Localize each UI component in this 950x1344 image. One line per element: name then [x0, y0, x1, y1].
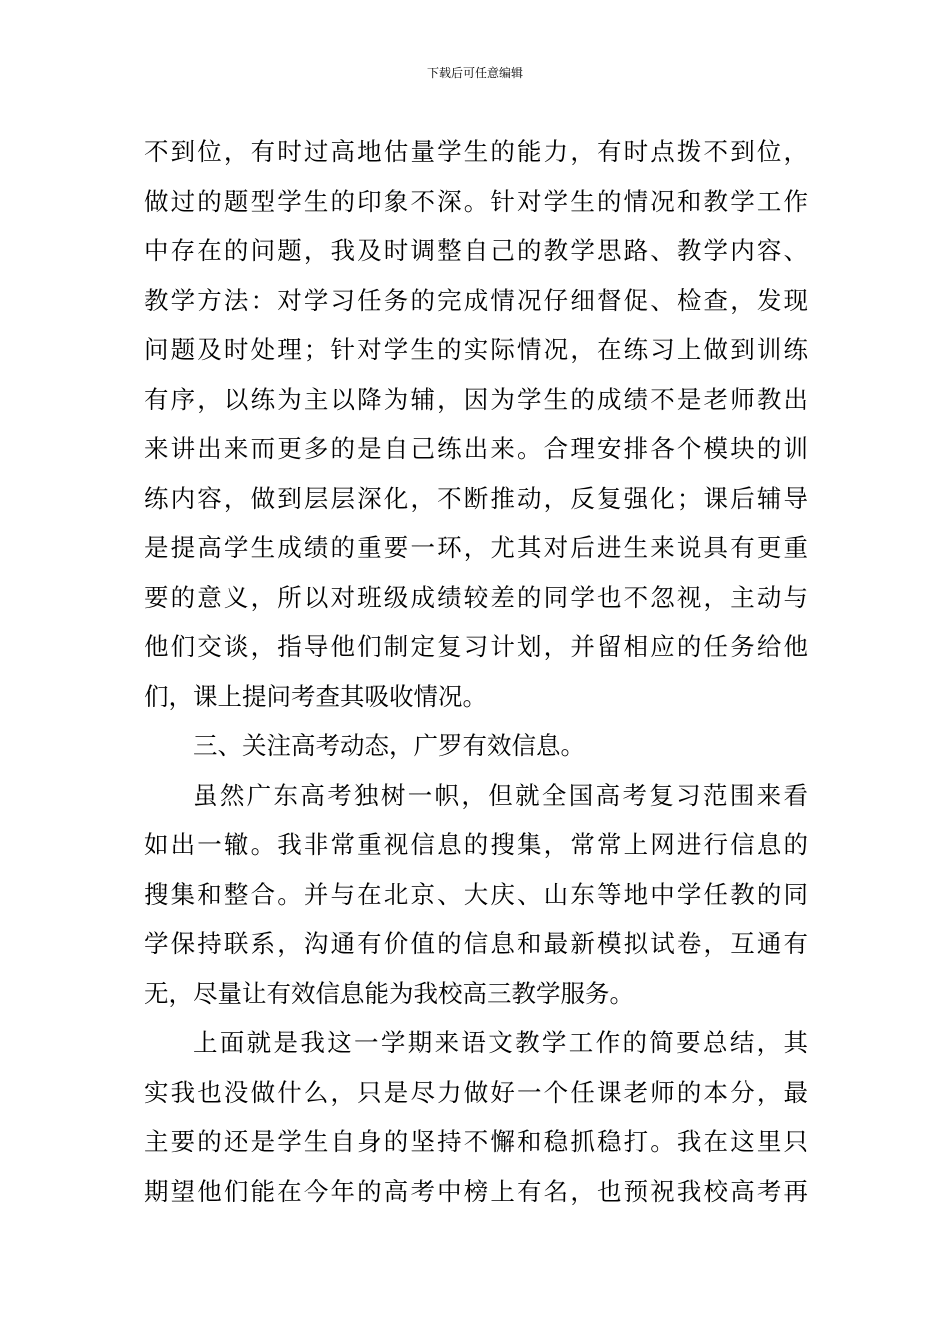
text-line: 教学方法：对学习任务的完成情况仔细督促、检查，发现	[144, 285, 808, 315]
text-line: 他们交谈，指导他们制定复习计划，并留相应的任务给他	[144, 632, 808, 661]
document-body	[144, 127, 808, 1216]
text-line: 学保持联系，沟通有价值的信息和最新模拟试卷，互通有	[144, 929, 808, 958]
text-line: 有序，以练为主以降为辅，因为学生的成绩不是老师教出	[144, 384, 808, 414]
text-line: 不到位，有时过高地估量学生的能力，有时点拨不到位，	[144, 137, 808, 166]
text-line: 虽然广东高考独树一帜，但就全国高考复习范围来看	[193, 780, 808, 810]
paragraph	[144, 1018, 808, 1216]
heading-line: 三、关注高考动态，广罗有效信息。	[193, 731, 585, 760]
text-line: 是提高学生成绩的重要一环，尤其对后进生来说具有更重	[144, 533, 808, 562]
text-line: 搜集和整合。并与在北京、大庆、山东等地中学任教的同	[144, 879, 808, 909]
text-line: 实我也没做什么，只是尽力做好一个任课老师的本分，最	[144, 1077, 808, 1107]
text-line: 主要的还是学生自身的坚持不懈和稳抓稳打。我在这里只	[144, 1127, 808, 1156]
text-line: 中存在的问题，我及时调整自己的教学思路、教学内容、	[144, 236, 808, 265]
text-line: 要的意义，所以对班级成绩较差的同学也不忽视，主动与	[144, 582, 808, 612]
text-line: 们，课上提问考查其吸收情况。	[144, 681, 487, 711]
text-line: 上面就是我这一学期来语文教学工作的简要总结，其	[193, 1028, 808, 1057]
text-line: 期望他们能在今年的高考中榜上有名，也预祝我校高考再	[144, 1176, 808, 1206]
text-line: 问题及时处理；针对学生的实际情况，在练习上做到训练	[144, 335, 808, 364]
section-heading	[144, 721, 808, 771]
text-line: 来讲出来而更多的是自己练出来。合理安排各个模块的训	[144, 434, 808, 463]
text-line: 练内容，做到层层深化，不断推动，反复强化；课后辅导	[144, 483, 808, 513]
paragraph	[144, 127, 808, 721]
paragraph	[144, 771, 808, 1019]
text-line: 无，尽量让有效信息能为我校高三教学服务。	[144, 978, 634, 1008]
page-header: 下载后可任意编辑	[426, 66, 523, 80]
text-line: 如出一辙。我非常重视信息的搜集，常常上网进行信息的	[144, 830, 808, 859]
text-line: 做过的题型学生的印象不深。针对学生的情况和教学工作	[144, 186, 808, 216]
